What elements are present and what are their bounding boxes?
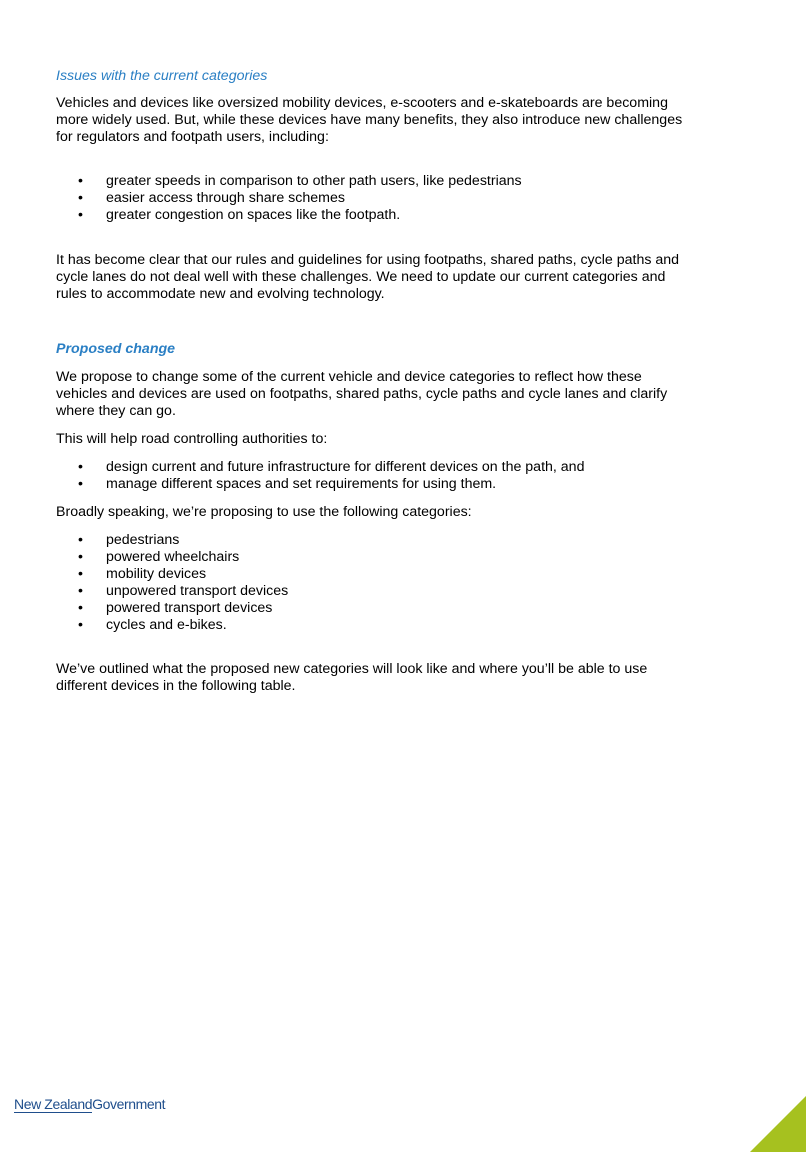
document-body bbox=[56, 68, 696, 695]
nz-government-logo bbox=[14, 1096, 165, 1113]
list-item: • design current and future infrastructure for different devices on the path, and bbox=[56, 459, 696, 476]
proposed-change-heading: Proposed change bbox=[56, 341, 176, 357]
corner-triangle-decoration bbox=[750, 1096, 806, 1152]
closing-paragraph: We’ve outlined what the proposed new categories will look like and where you’ll be able to use different devices in the following table. bbox=[56, 661, 648, 694]
issues-bullet-list bbox=[56, 173, 696, 224]
logo-text-new-zealand: New Zealand bbox=[14, 1096, 93, 1112]
list-item: • powered wheelchairs bbox=[56, 549, 696, 566]
help-lead-paragraph: This will help road controlling authorities to: bbox=[56, 431, 328, 447]
list-item: • easier access through share schemes bbox=[56, 190, 696, 207]
list-item: • unpowered transport devices bbox=[56, 583, 696, 600]
help-bullet-list bbox=[56, 459, 696, 493]
list-item: • greater speeds in comparison to other path users, like pedestrians bbox=[56, 173, 696, 190]
list-item: • mobility devices bbox=[56, 566, 696, 583]
corner-triangle-shape bbox=[750, 1096, 806, 1152]
list-item: • pedestrians bbox=[56, 532, 696, 549]
list-item: • cycles and e-bikes. bbox=[56, 617, 696, 634]
proposal-intro-paragraph: We propose to change some of the current vehicle and device categories to reflect how these vehicles and devices are used on footpaths, shared paths, cycle paths and cycle lanes and clarify where they can go. bbox=[56, 369, 668, 419]
logo-text-government: Government bbox=[92, 1096, 166, 1112]
list-item: • powered transport devices bbox=[56, 600, 696, 617]
categories-bullet-list bbox=[56, 532, 696, 634]
list-item: • greater congestion on spaces like the footpath. bbox=[56, 207, 696, 224]
issues-intro-paragraph: Vehicles and devices like oversized mobility devices, e-scooters and e-skateboards are becoming more widely used. But, while these devices have many benefits, they also introduce new challenges for regulators and footpath users, including: bbox=[56, 95, 683, 145]
issues-heading: Issues with the current categories bbox=[56, 68, 268, 84]
list-item: • manage different spaces and set requirements for using them. bbox=[56, 476, 696, 493]
issues-conclusion-paragraph: It has become clear that our rules and guidelines for using footpaths, shared paths, cycle paths and cycle lanes do not deal well with these challenges. We need to update our current categories and rules to accommodate new and evolving technology. bbox=[56, 252, 680, 302]
categories-lead-paragraph: Broadly speaking, we’re proposing to use the following categories: bbox=[56, 504, 472, 520]
